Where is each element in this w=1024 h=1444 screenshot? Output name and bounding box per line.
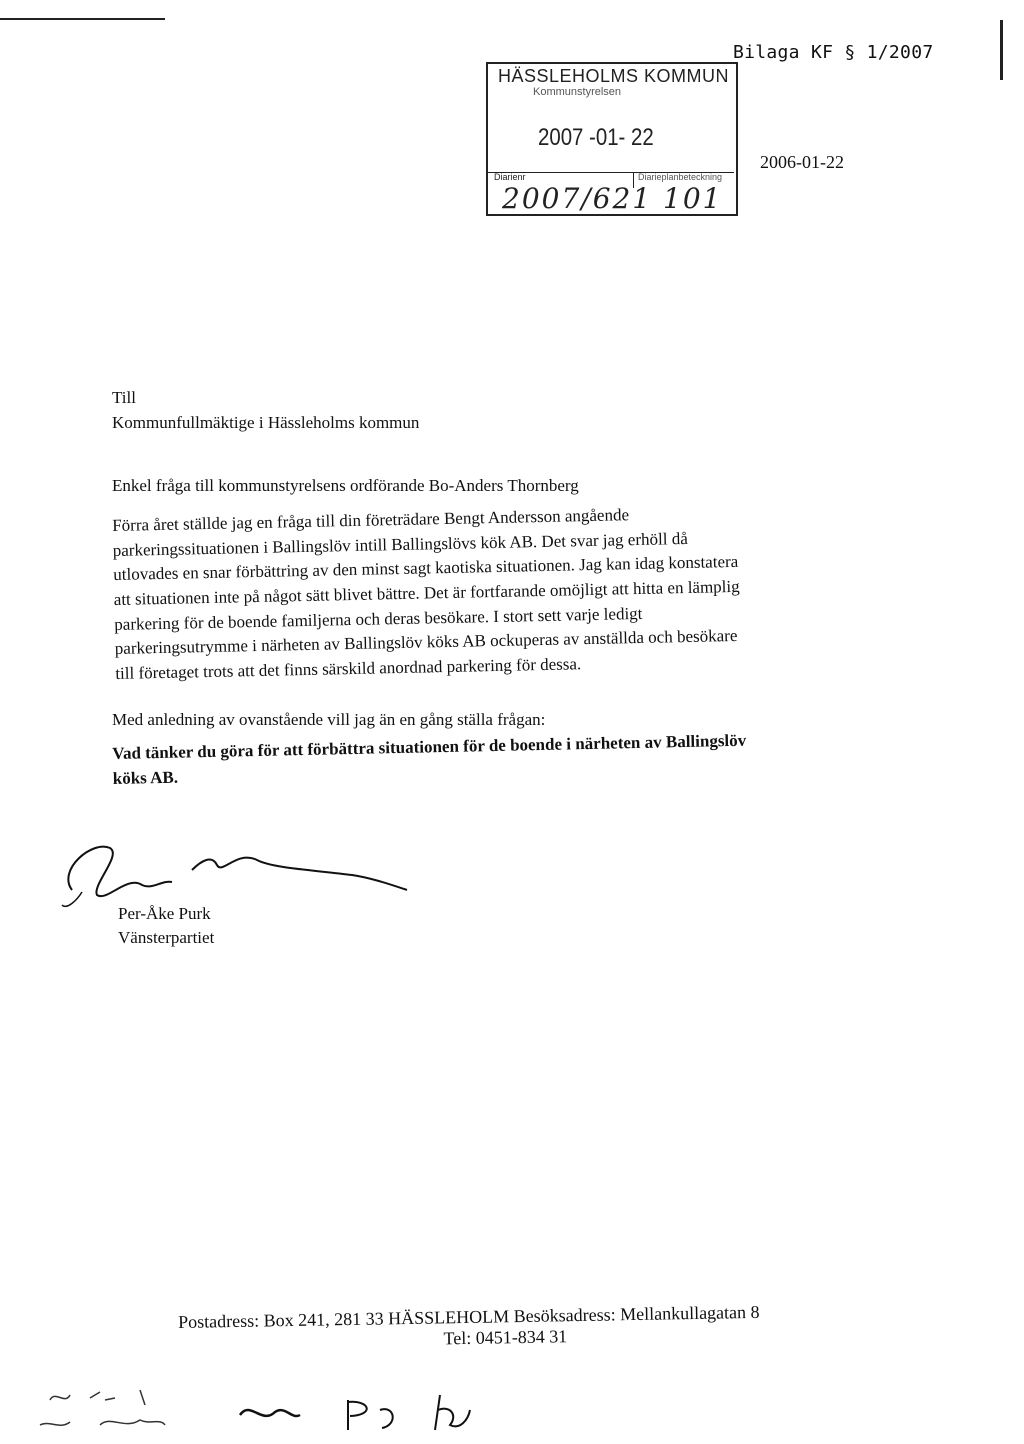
question-line-2: köks AB. bbox=[112, 767, 179, 788]
footer-tel: Tel: 0451-834 31 bbox=[443, 1326, 568, 1349]
body-line: utlovades en snar förbättring av den minst sagt kaotiska situationen. Jag kan idag konstatera bbox=[113, 552, 739, 585]
body-line: parkering för de boende familjerna och deras besökare. I stort sett varje ledigt bbox=[114, 603, 643, 634]
subject-line: Enkel fråga till kommunstyrelsens ordförande Bo-Anders Thornberg bbox=[112, 476, 579, 495]
addressee-line-1: Till bbox=[112, 388, 136, 407]
stamp-date: 2007 -01- 22 bbox=[538, 124, 654, 151]
addressee-line-2: Kommunfullmäktige i Hässleholms kommun bbox=[112, 412, 420, 432]
addressee bbox=[112, 386, 419, 435]
handwritten-notes bbox=[30, 1370, 490, 1440]
footer-address: Postadress: Box 241, 281 33 HÄSSLEHOLM Besöksadress: Mellankullagatan 8 bbox=[178, 1301, 760, 1332]
footer bbox=[178, 1302, 760, 1354]
stamp-dplan-label: Diarieplanbeteckning bbox=[638, 172, 723, 182]
received-stamp bbox=[486, 62, 738, 216]
handwritten-signature bbox=[52, 830, 422, 920]
question-line-1: Vad tänker du göra för att förbättra situationen för de boende i närheten av Ballingslöv bbox=[112, 730, 747, 763]
scan-edge-line bbox=[0, 18, 165, 20]
signer-name: Per-Åke Purk bbox=[118, 904, 211, 923]
stamp-dnr-label: Diarienr bbox=[494, 172, 526, 182]
letter-date: 2006-01-22 bbox=[760, 152, 844, 172]
letter-body bbox=[112, 498, 875, 686]
body-line: parkeringsutrymme i närheten av Ballingslöv köks AB ockuperas av anställda och besökare bbox=[114, 626, 738, 659]
stamp-subtitle: Kommunstyrelsen bbox=[533, 86, 622, 98]
question-intro: Med anledning av ovanstående vill jag än en gång ställa frågan: bbox=[112, 710, 546, 729]
body-line: att situationen inte på något sätt blivet bättre. Det är fortfarande omöjligt att hitta en lämplig bbox=[113, 576, 740, 609]
signer-block bbox=[118, 902, 214, 950]
body-line: till företaget trots att det finns särskild anordnad parkering för dessa. bbox=[115, 654, 582, 683]
body-line: Förra året ställde jag en fråga till din företrädare Bengt Andersson angående bbox=[112, 505, 630, 535]
scan-edge-line-right bbox=[1000, 20, 1003, 80]
signer-party: Vänsterpartiet bbox=[118, 927, 215, 947]
question bbox=[112, 725, 903, 791]
stamp-handwritten-number: 2007/621 101 bbox=[502, 182, 723, 215]
stamp-title: HÄSSLEHOLMS KOMMUN bbox=[498, 66, 730, 86]
bilaga-label: Bilaga KF § 1/2007 bbox=[733, 42, 934, 63]
body-line: parkeringssituationen i Ballingslöv intill Ballingslövs kök AB. Det svar jag erhöll då bbox=[112, 528, 688, 560]
